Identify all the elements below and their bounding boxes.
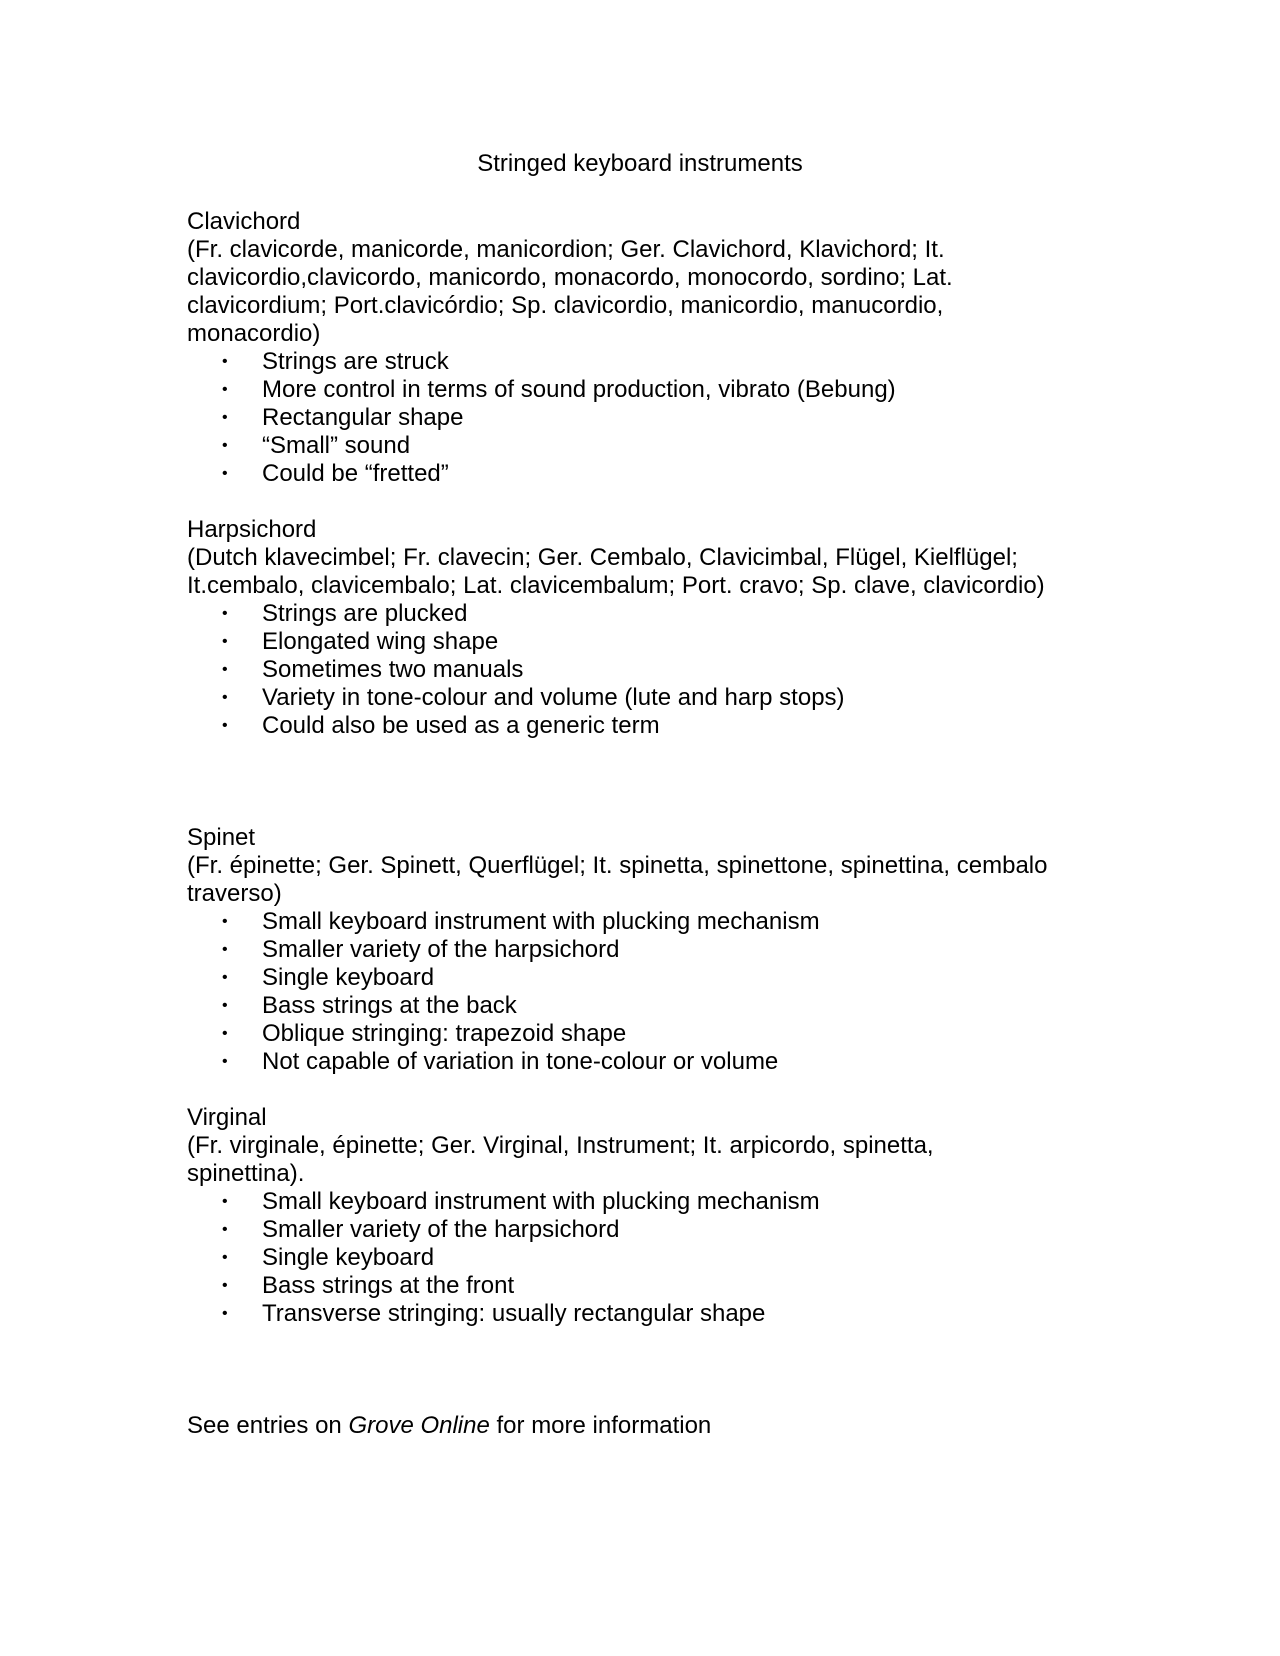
document-body [187, 208, 1107, 1440]
spacer [187, 1328, 1107, 1412]
bullet-icon: • [222, 1249, 228, 1266]
list-item [187, 460, 1107, 488]
list-item-text: Oblique stringing: trapezoid shape [262, 1020, 627, 1047]
section-virginal [187, 1104, 1107, 1328]
list-item [187, 1020, 1107, 1048]
list-item [187, 348, 1107, 376]
list-item [187, 992, 1107, 1020]
list-item [187, 432, 1107, 460]
page-title: Stringed keyboard instruments [477, 150, 803, 177]
section-aliases: (Fr. virginale, épinette; Ger. Virginal, Instrument; It. arpicordo, spinetta, spinettina). [187, 1132, 934, 1187]
bullet-icon: • [222, 661, 228, 678]
list-item-text: Elongated wing shape [262, 628, 499, 655]
list-item-text: Single keyboard [262, 1244, 435, 1271]
list-item-text: Could also be used as a generic term [262, 712, 660, 739]
list-item [187, 1188, 1107, 1216]
spacer [187, 1076, 1107, 1104]
list-item [187, 1244, 1107, 1272]
list-item-text: Smaller variety of the harpsichord [262, 936, 620, 963]
section-clavichord [187, 208, 1107, 488]
bullet-icon: • [222, 913, 228, 930]
list-item-text: Bass strings at the front [262, 1272, 515, 1299]
list-item-text: Variety in tone-colour and volume (lute and harp stops) [262, 684, 845, 711]
bullet-icon: • [222, 1277, 228, 1294]
spacer [187, 488, 1107, 516]
list-item [187, 908, 1107, 936]
list-item-text: Small keyboard instrument with plucking mechanism [262, 908, 820, 935]
list-item-text: Strings are plucked [262, 600, 468, 627]
bullet-icon: • [222, 689, 228, 706]
bullet-icon: • [222, 353, 228, 370]
list-item [187, 684, 1107, 712]
bullet-list [187, 908, 1107, 1076]
section-harpsichord [187, 516, 1107, 740]
bullet-list [187, 600, 1107, 740]
list-item-text: Rectangular shape [262, 404, 464, 431]
bullet-list [187, 348, 1107, 488]
list-item [187, 964, 1107, 992]
list-item-text: Strings are struck [262, 348, 449, 375]
list-item-text: Transverse stringing: usually rectangular shape [262, 1300, 766, 1327]
section-heading: Spinet [187, 824, 256, 851]
footer-prefix: See entries on [187, 1412, 349, 1439]
list-item [187, 936, 1107, 964]
section-aliases: (Fr. épinette; Ger. Spinett, Querflügel; It. spinetta, spinettone, spinettina, cembalo traverso) [187, 852, 1048, 907]
grove-online-reference: Grove Online [348, 1412, 490, 1439]
list-item-text: More control in terms of sound production, vibrato (Bebung) [262, 376, 896, 403]
bullet-icon: • [222, 1221, 228, 1238]
bullet-icon: • [222, 717, 228, 734]
list-item-text: Smaller variety of the harpsichord [262, 1216, 620, 1243]
bullet-icon: • [222, 437, 228, 454]
list-item-text: Not capable of variation in tone-colour or volume [262, 1048, 779, 1075]
list-item [187, 600, 1107, 628]
footer-suffix: for more information [489, 1412, 712, 1439]
section-heading: Clavichord [187, 208, 301, 235]
section-heading: Virginal [187, 1104, 267, 1131]
bullet-icon: • [222, 605, 228, 622]
bullet-icon: • [222, 381, 228, 398]
spacer [187, 740, 1107, 824]
list-item-text: Small keyboard instrument with plucking mechanism [262, 1188, 820, 1215]
list-item-text: Sometimes two manuals [262, 656, 524, 683]
list-item [187, 628, 1107, 656]
section-aliases: (Fr. clavicorde, manicorde, manicordion; Ger. Clavichord, Klavichord; It. clavicordio,clavicordo, manicordo, monacordo, monocordo, sordino; Lat. clavicordium; Port.clavicórdio; Sp. clavicordio, manicordio, manucordio, monacordio) [187, 236, 953, 347]
list-item [187, 376, 1107, 404]
list-item-text: Single keyboard [262, 964, 435, 991]
bullet-icon: • [222, 997, 228, 1014]
section-aliases: (Dutch klavecimbel; Fr. clavecin; Ger. Cembalo, Clavicimbal, Flügel, Kielflügel; It.cembalo, clavicembalo; Lat. clavicembalum; Port. cravo; Sp. clave, clavicordio) [187, 544, 1045, 599]
bullet-icon: • [222, 941, 228, 958]
bullet-icon: • [222, 465, 228, 482]
list-item [187, 712, 1107, 740]
list-item [187, 1300, 1107, 1328]
bullet-list [187, 1188, 1107, 1328]
section-spinet [187, 824, 1107, 1076]
bullet-icon: • [222, 1053, 228, 1070]
section-heading: Harpsichord [187, 516, 317, 543]
list-item [187, 404, 1107, 432]
list-item-text: Bass strings at the back [262, 992, 517, 1019]
footer-note [187, 1412, 1107, 1440]
list-item [187, 656, 1107, 684]
list-item [187, 1048, 1107, 1076]
bullet-icon: • [222, 633, 228, 650]
bullet-icon: • [222, 1305, 228, 1322]
bullet-icon: • [222, 1193, 228, 1210]
bullet-icon: • [222, 409, 228, 426]
list-item-text: “Small” sound [262, 432, 411, 459]
list-item [187, 1272, 1107, 1300]
list-item-text: Could be “fretted” [262, 460, 449, 487]
bullet-icon: • [222, 969, 228, 986]
list-item [187, 1216, 1107, 1244]
bullet-icon: • [222, 1025, 228, 1042]
